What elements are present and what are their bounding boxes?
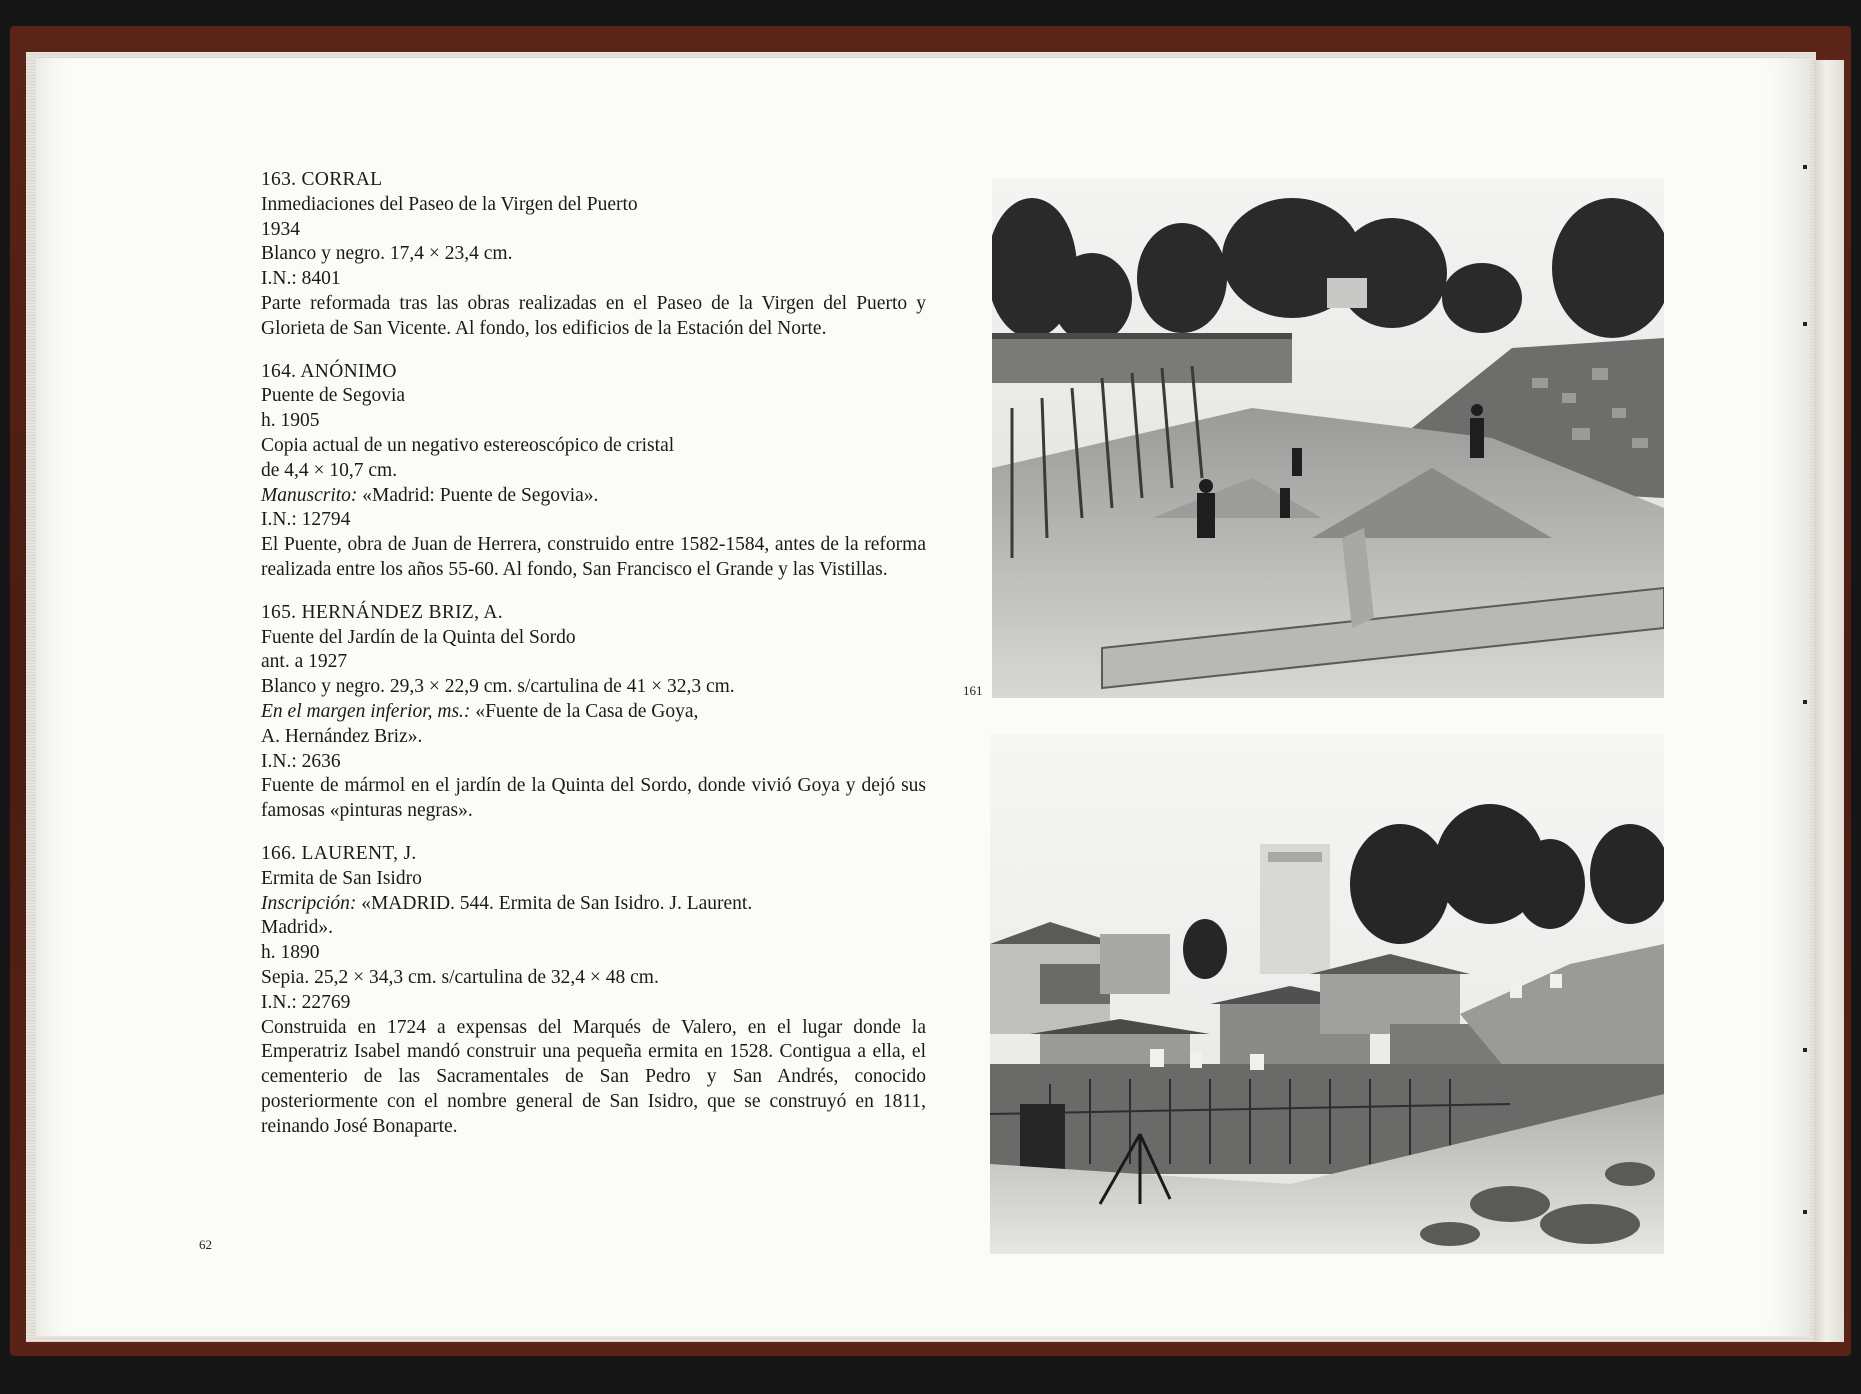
- entry-header: 163. CORRAL: [261, 169, 383, 190]
- inscription-text: «Madrid: Puente de Segovia».: [357, 484, 599, 506]
- catalog-entry: [261, 842, 926, 1140]
- entry-date: h. 1905: [261, 410, 320, 432]
- entry-date: h. 1890: [261, 942, 320, 964]
- photo-construction-works: [992, 178, 1664, 698]
- entry-inventory: I.N.: 2636: [261, 750, 341, 772]
- entry-inventory: I.N.: 8401: [261, 268, 341, 290]
- entry-description: Fuente de mármol en el jardín de la Quinta del Sordo, donde vivió Goya y dejó sus famosas «pinturas negras».: [261, 775, 926, 822]
- edge-mark: [1803, 165, 1807, 169]
- catalog-entry: [261, 601, 926, 824]
- photo-construction-image: [992, 178, 1664, 698]
- entry-header: 164. ANÓNIMO: [261, 360, 397, 382]
- entry-inscription: [261, 892, 926, 917]
- entry-dimensions: de 4,4 × 10,7 cm.: [261, 459, 398, 481]
- inscription-text: «Fuente de la Casa de Goya,: [470, 700, 699, 722]
- entry-inscription-cont: A. Hernández Briz».: [261, 725, 423, 747]
- entry-title: Inmediaciones del Paseo de la Virgen del Puerto: [261, 193, 638, 215]
- photo-village-image: [990, 734, 1664, 1254]
- inscription-label: Inscripción:: [261, 892, 357, 914]
- entry-medium: Copia actual de un negativo estereoscópico de cristal: [261, 434, 675, 456]
- entry-description: Construida en 1724 a expensas del Marqués de Valero, en el lugar donde la Emperatriz Isabel mandó construir una pequeña ermita en 1528. Contigua a ella, el cementerio de las Sacramentales de San Pedro y San Andrés, conocido posteriormente con el nombre general de San Isidro, que se construyó en 1811, reinando José Bonaparte.: [261, 1016, 926, 1137]
- entry-medium: Blanco y negro. 29,3 × 22,9 cm. s/cartulina de 41 × 32,3 cm.: [261, 676, 735, 698]
- entry-title: Fuente del Jardín de la Quinta del Sordo: [261, 626, 576, 648]
- catalog-text-column: [261, 168, 926, 1157]
- entry-header: 166. LAURENT, J.: [261, 842, 417, 864]
- entry-title: Ermita de San Isidro: [261, 867, 422, 889]
- entry-medium: Sepia. 25,2 × 34,3 cm. s/cartulina de 32,4 × 48 cm.: [261, 966, 659, 988]
- entry-date: 1934: [261, 218, 300, 240]
- catalog-entry: [261, 360, 926, 583]
- entry-inscription: [261, 700, 926, 725]
- photo-village-houses: [990, 734, 1664, 1254]
- entry-date: ant. a 1927: [261, 651, 348, 673]
- entry-description: El Puente, obra de Juan de Herrera, construido entre 1582-1584, antes de la reforma realizada entre los años 55-60. Al fondo, San Francisco el Grande y las Vistillas.: [261, 534, 926, 580]
- inscription-label: Manuscrito:: [261, 484, 358, 506]
- inscription-text: «MADRID. 544. Ermita de San Isidro. J. Laurent.: [356, 892, 753, 914]
- catalog-entry: [261, 168, 926, 342]
- edge-mark: [1803, 1048, 1807, 1052]
- edge-mark: [1803, 322, 1807, 326]
- entry-header: 165. HERNÁNDEZ BRIZ, A.: [261, 601, 503, 623]
- entry-description: Parte reformada tras las obras realizadas en el Paseo de la Virgen del Puerto y Glorieta de San Vicente. Al fondo, los edificios de la Estación del Norte.: [261, 292, 926, 339]
- edge-mark: [1803, 1210, 1807, 1214]
- edge-mark: [1803, 700, 1807, 704]
- entry-inventory: I.N.: 12794: [261, 509, 351, 531]
- page-number: 62: [199, 1237, 212, 1252]
- entry-title: Puente de Segovia: [261, 385, 406, 407]
- entry-medium: Blanco y negro. 17,4 × 23,4 cm.: [261, 243, 513, 265]
- inscription-label: En el margen inferior, ms.:: [261, 700, 471, 722]
- figure-number: 161: [963, 683, 983, 698]
- entry-inscription-cont: Madrid».: [261, 917, 334, 939]
- entry-inscription: [261, 484, 926, 509]
- next-page-edge: [1814, 60, 1844, 1342]
- entry-inventory: I.N.: 22769: [261, 991, 351, 1013]
